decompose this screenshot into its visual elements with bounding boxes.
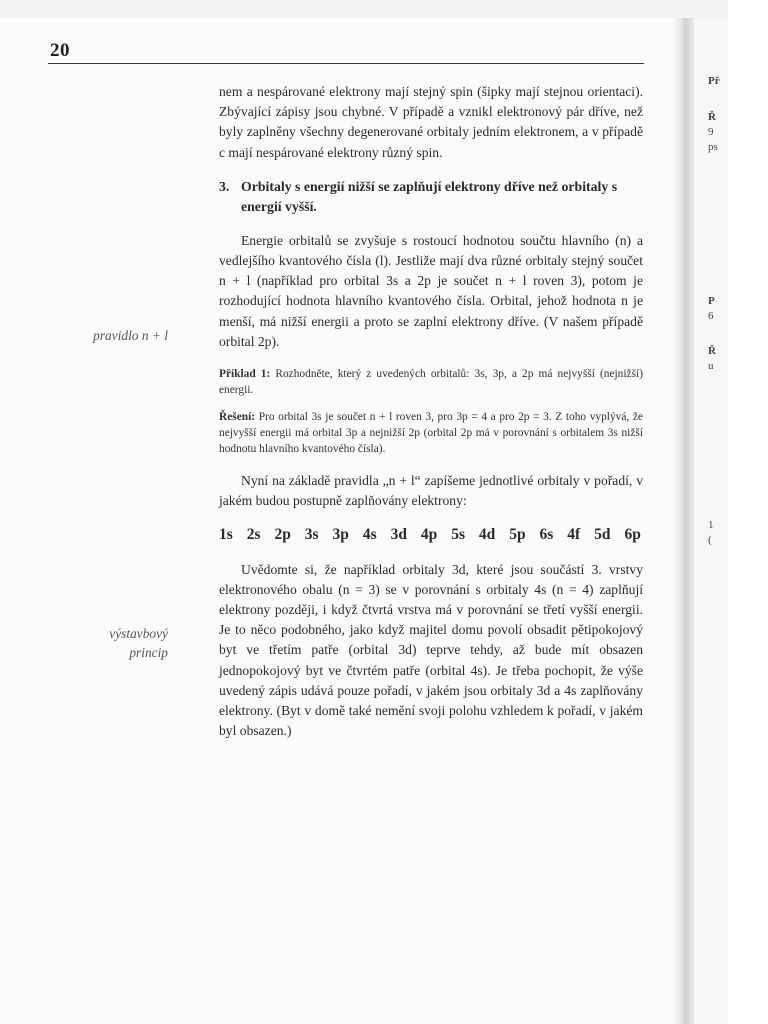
solution-1: [219, 409, 643, 457]
example-1: [219, 366, 643, 398]
orbital-sequence: [219, 525, 643, 545]
facing-fragment: Ř: [708, 111, 716, 123]
orbital-label: 4d: [478, 526, 496, 544]
margin-note-n-plus-l: pravidlo n + l: [93, 328, 168, 343]
facing-fragment: Ř: [708, 345, 716, 357]
closing-paragraph: Uvědomte si, že například orbitaly 3d, které jsou součástí 3. vrstvy elektronového obalu (n = 3) se v porovnání s orbitaly 4s (n = 4) zaplňují elektrony později, i když čtvrtá vrstva má v porovnání se třetí vyšší energii. Je to něco podobného, jako když majitel domu povolí obsadit pětipokojový byt ve třetím patře (orbital 3d) teprve tehdy, až bude mít obsazen jednopokojový byt ve čtvrtém patře (orbital 4s). Je třeba pochopit, že výše uvedený zápis udává pouze pořadí, v jakém jsou orbitaly 3d a 4s zaplňovány elektrony. (Byt v domě také nemění svoji polohu vzhledem k pořadí, v jakém byl obsazen.): [219, 561, 643, 739]
facing-fragment: 1: [708, 519, 714, 531]
orbital-label: 3s: [304, 526, 319, 544]
orbital-label: 3p: [332, 526, 349, 544]
rule-intro-paragraph: Nyní na základě pravidla „n + l“ zapíšeme jednotlivé orbitaly v pořadí, v jakém budou postupně zaplňovány elektrony:: [219, 473, 643, 509]
margin-note-aufbau: [60, 624, 168, 662]
solution-label: Řešení:: [219, 411, 256, 424]
orbital-label: 6s: [539, 526, 554, 544]
orbital-label: 2s: [246, 526, 261, 544]
facing-fragment: 9: [708, 126, 714, 138]
facing-fragment: u: [708, 360, 714, 372]
orbital-label: 5s: [451, 526, 465, 544]
intro-paragraph: nem a nespárované elektrony mají stejný spin (šipky mají stejnou orientaci). Zbývající zápisy jsou chybné. V případě a vznikl elektronový pár dříve, než byly zaplněny všechny degenerované orbitaly jedním elektronem, a v případě c mají nespárované elektrony různý spin.: [219, 84, 643, 160]
orbital-label: 2p: [274, 526, 291, 544]
facing-fragment: 6: [708, 310, 714, 322]
orbital-label: 4p: [420, 526, 438, 544]
scan-top-border: [0, 0, 768, 18]
orbital-label: 5d: [594, 526, 611, 544]
orbital-label: 6p: [624, 526, 641, 544]
header-rule: [48, 63, 644, 64]
example-label: Příklad 1:: [219, 368, 271, 381]
orbital-label: 3d: [390, 526, 407, 544]
rule-text: Orbitaly s energií nižší se zaplňují elektrony dříve než orbitaly s energií vyšší.: [241, 178, 618, 214]
main-text: [219, 82, 643, 741]
orbital-label: 4f: [567, 526, 581, 544]
facing-page-edge: [694, 18, 728, 1024]
facing-fragment: (: [708, 534, 712, 546]
orbital-label: 4s: [362, 526, 377, 544]
example-text: Rozhodněte, který z uvedených orbitalů: 3s, 3p, a 2p má nejvyšší (nejnižší) energii.: [219, 368, 643, 397]
facing-fragment: P: [708, 295, 715, 307]
facing-fragment: ps: [708, 141, 718, 153]
scan-right-border: [728, 0, 768, 1024]
energy-paragraph: Energie orbitalů se zvyšuje s rostoucí hodnotou součtu hlavního (n) a vedlejšího kvantového čísla (l). Jestliže mají dva různé orbitaly stejný součet n + l (například pro orbital 3s a 2p je součet n + l roven 3), potom je rozhodující hodnota hlavního kvantového čísla. Orbital, jehož hodnota n je menší, má nižší energii a proto se zaplní elektrony dříve. (V našem případě orbital 2p).: [219, 232, 643, 349]
orbital-label: 1s: [219, 526, 233, 544]
margin-note-aufbau-line1: výstavbový: [109, 626, 168, 641]
margin-note-aufbau-line2: princip: [129, 645, 168, 660]
page-number: 20: [50, 40, 70, 61]
solution-text: Pro orbital 3s je součet n + l roven 3, pro 3p = 4 a pro 2p = 3. Z toho vyplývá, že nejvyšší energii má orbital 3p a nejnižší 2p (orbital 2p má v porovnání s orbitalem 3s nižší hodnotu hlavního kvantového čísla).: [219, 411, 643, 456]
book-spine-shadow: [672, 18, 694, 1024]
rule-3: [219, 177, 643, 217]
facing-fragment: Př: [708, 75, 720, 87]
rule-number: 3.: [219, 178, 230, 194]
orbital-label: 5p: [509, 526, 526, 544]
